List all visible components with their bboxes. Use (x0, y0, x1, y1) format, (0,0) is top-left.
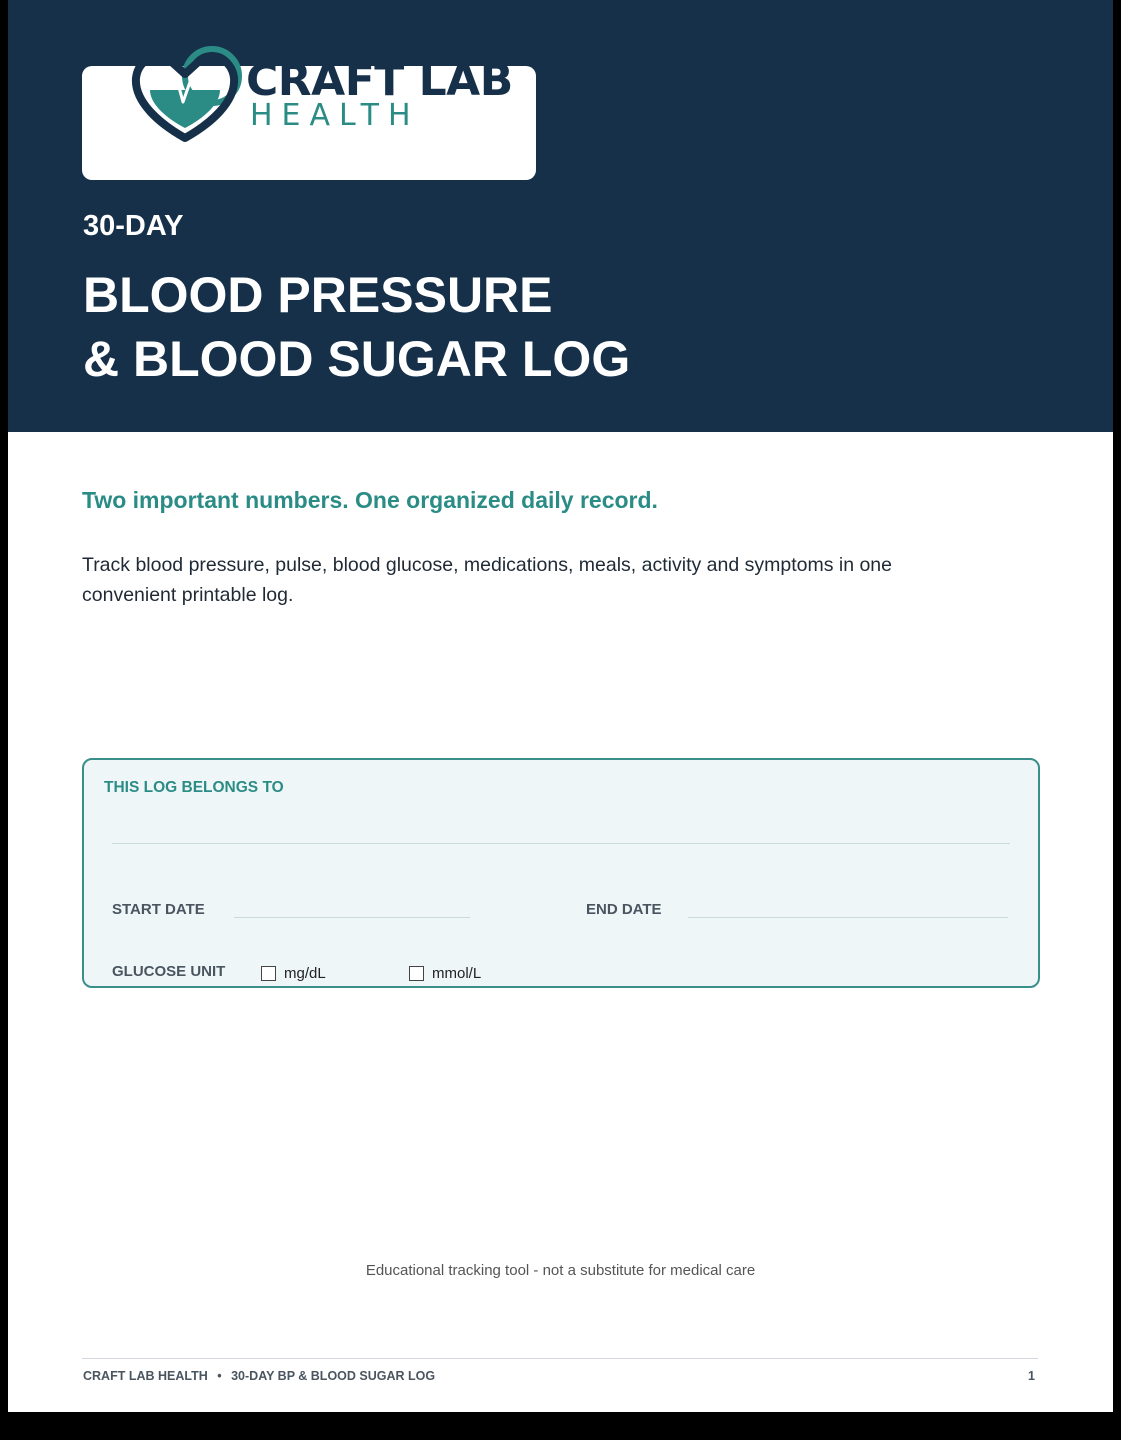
title-line-1: BLOOD PRESSURE (83, 267, 553, 323)
title-line-2: & BLOOD SUGAR LOG (83, 331, 631, 387)
mg-dl-checkbox[interactable] (261, 966, 276, 981)
mmol-l-checkbox[interactable] (409, 966, 424, 981)
end-date-label: END DATE (586, 901, 662, 918)
start-date-label: START DATE (112, 901, 205, 918)
start-date-line[interactable] (234, 917, 470, 918)
medical-disclaimer: Educational tracking tool - not a substitute for medical care (365, 1262, 756, 1279)
footer-separator: • (217, 1369, 222, 1383)
glucose-unit-label: GLUCOSE UNIT (112, 963, 226, 980)
logo-subword: HEALTH (250, 98, 420, 133)
footer-doc-title: 30-DAY BP & BLOOD SUGAR LOG (231, 1369, 436, 1383)
heart-pulse-logo-icon (120, 38, 250, 144)
hero-banner (8, 0, 1113, 432)
owner-info-box (82, 758, 1040, 988)
document-page (8, 0, 1113, 1412)
footer-running-title (83, 1369, 435, 1383)
end-date-line[interactable] (688, 917, 1008, 918)
tagline: Two important numbers. One organized daily record. (82, 487, 658, 513)
intro-paragraph: Track blood pressure, pulse, blood glucose, medications, meals, activity and symptoms in one convenient printable log. (82, 554, 893, 606)
document-title (83, 263, 630, 391)
page-number: 1 (1028, 1369, 1035, 1383)
owner-name-line[interactable] (112, 843, 1010, 844)
owner-heading: THIS LOG BELONGS TO (104, 779, 284, 796)
mmol-l-option-label: mmol/L (432, 965, 482, 982)
duration-eyebrow: 30-DAY (83, 210, 184, 242)
footer-divider (82, 1358, 1038, 1359)
mg-dl-option-label: mg/dL (284, 965, 326, 982)
logo-wordmark: CRAFT LAB (246, 55, 513, 106)
footer-brand: CRAFT LAB HEALTH (83, 1369, 208, 1383)
